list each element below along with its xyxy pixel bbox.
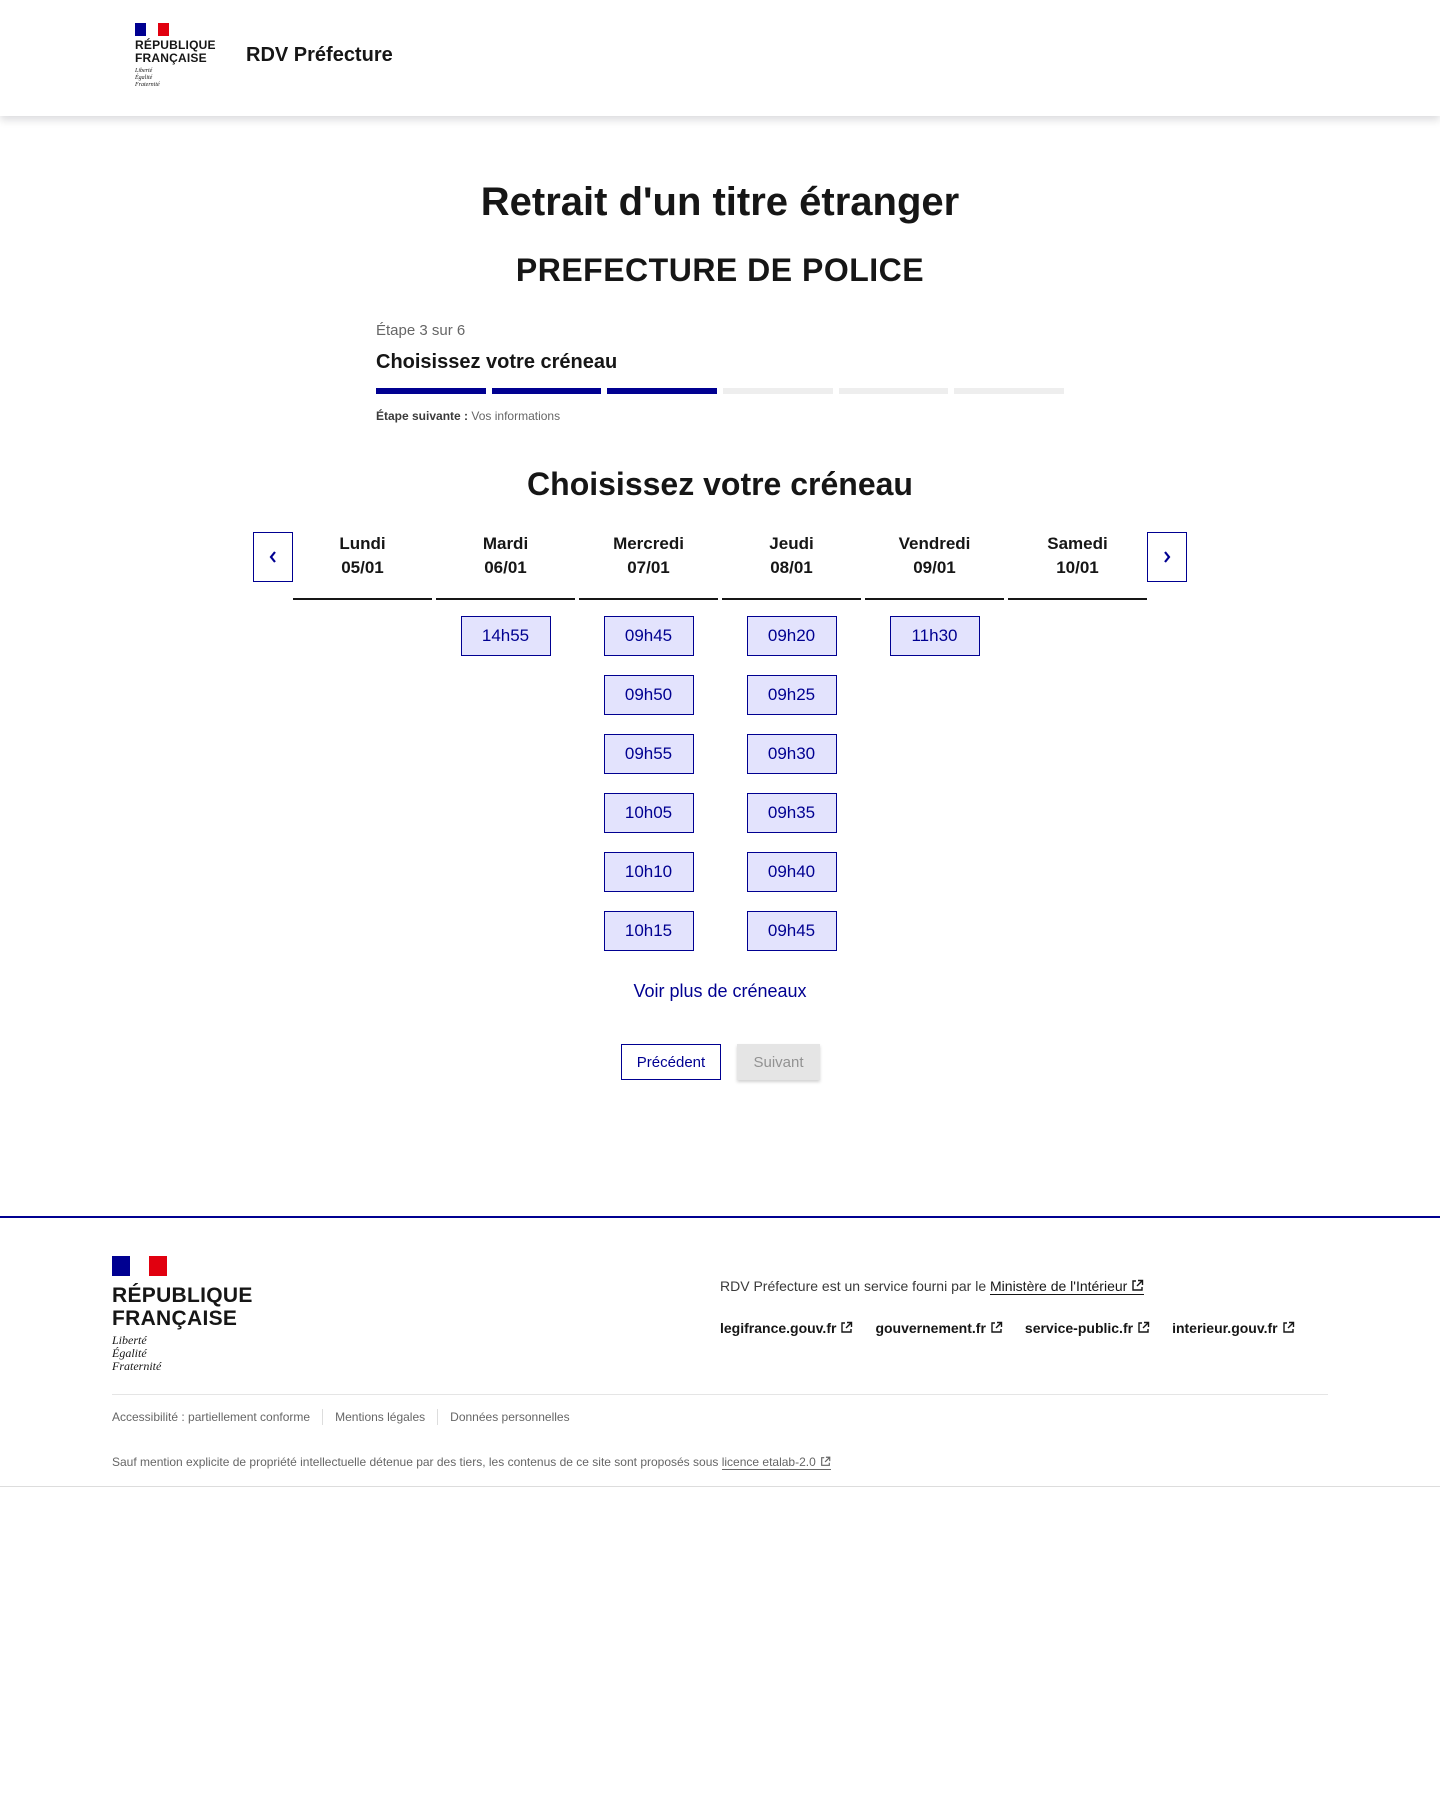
day-column xyxy=(436,532,575,675)
footer-external-link[interactable]: interieur.gouv.fr xyxy=(1172,1320,1295,1336)
footer-logo-text: RÉPUBLIQUE FRANÇAISE xyxy=(112,1284,253,1330)
previous-week-button[interactable] xyxy=(253,532,293,582)
day-name: Samedi xyxy=(1047,534,1108,553)
time-slot-button[interactable]: 09h40 xyxy=(747,852,837,892)
step-progress-bars xyxy=(376,388,1064,394)
footer-logo-motto: Liberté Égalité Fraternité xyxy=(112,1333,162,1373)
step-bar xyxy=(954,388,1064,394)
slot-list xyxy=(579,616,718,970)
time-slot-button[interactable]: 09h50 xyxy=(604,675,694,715)
chevron-right-icon xyxy=(1162,550,1172,564)
day-date: 06/01 xyxy=(484,558,527,577)
slot-list xyxy=(436,616,575,675)
day-column xyxy=(865,532,1004,675)
time-slot-button[interactable]: 09h20 xyxy=(747,616,837,656)
next-week-button[interactable] xyxy=(1147,532,1187,582)
time-slot-button[interactable]: 09h45 xyxy=(604,616,694,656)
day-header xyxy=(436,532,575,600)
footer-external-link[interactable]: gouvernement.fr xyxy=(875,1320,1002,1336)
license-link[interactable]: licence etalab-2.0 xyxy=(722,1455,831,1470)
day-column xyxy=(579,532,718,970)
time-slot-button[interactable]: 10h05 xyxy=(604,793,694,833)
time-slot-button[interactable]: 09h30 xyxy=(747,734,837,774)
time-slot-button[interactable]: 09h35 xyxy=(747,793,837,833)
previous-button[interactable]: Précédent xyxy=(621,1044,721,1080)
day-header xyxy=(722,532,861,600)
site-name[interactable]: RDV Préfecture xyxy=(246,44,393,66)
next-button[interactable]: Suivant xyxy=(737,1044,820,1080)
day-date: 07/01 xyxy=(627,558,670,577)
step-next-value: Vos informations xyxy=(471,409,561,423)
footer-external-link[interactable]: legifrance.gouv.fr xyxy=(720,1320,853,1336)
day-date: 10/01 xyxy=(1056,558,1099,577)
site-footer xyxy=(0,1216,1440,1487)
day-column xyxy=(293,532,432,616)
slot-list xyxy=(865,616,1004,675)
step-next xyxy=(376,409,1064,423)
footer-bottom-link[interactable]: Données personnelles xyxy=(437,1409,581,1425)
slot-list xyxy=(722,616,861,970)
footer-divider xyxy=(112,1394,1328,1395)
time-slot-button[interactable]: 10h15 xyxy=(604,911,694,951)
republique-francaise-logo[interactable] xyxy=(135,23,215,89)
step-bar xyxy=(723,388,833,394)
step-bar xyxy=(607,388,717,394)
logo-text: RÉPUBLIQUE FRANÇAISE xyxy=(135,38,216,65)
step-count: Étape 3 sur 6 xyxy=(376,322,466,339)
day-header xyxy=(579,532,718,600)
step-bar xyxy=(839,388,949,394)
day-name: Jeudi xyxy=(769,534,814,553)
time-slot-button[interactable]: 09h55 xyxy=(604,734,694,774)
page-subtitle: PREFECTURE DE POLICE xyxy=(515,252,925,288)
day-header xyxy=(865,532,1004,600)
external-link-icon xyxy=(820,1456,831,1467)
step-title: Choisissez votre créneau xyxy=(376,351,618,373)
footer-bottom-link[interactable]: Accessibilité : partiellement conforme xyxy=(112,1410,311,1424)
section-title: Choisissez votre créneau xyxy=(527,466,913,502)
day-name: Mercredi xyxy=(613,534,684,553)
logo-motto: Liberté Égalité Fraternité xyxy=(135,68,160,88)
day-header xyxy=(1008,532,1147,600)
ministere-link[interactable]: Ministère de l'Intérieur xyxy=(990,1278,1144,1295)
marianne-flag-icon xyxy=(135,23,169,36)
time-slot-button[interactable]: 09h45 xyxy=(747,911,837,951)
footer-links xyxy=(720,1320,1295,1336)
footer-bottom-link[interactable]: Mentions légales xyxy=(322,1409,437,1425)
stepper xyxy=(376,322,1064,423)
footer-bottom-links xyxy=(112,1409,582,1425)
day-header xyxy=(293,532,432,600)
footer-republique-francaise-logo[interactable] xyxy=(112,1256,253,1373)
day-column xyxy=(1008,532,1147,616)
chevron-left-icon xyxy=(268,550,278,564)
footer-external-link[interactable]: service-public.fr xyxy=(1025,1320,1150,1336)
time-slot-button[interactable]: 14h55 xyxy=(461,616,551,656)
external-link-icon xyxy=(1131,1279,1144,1292)
day-name: Vendredi xyxy=(898,534,971,553)
day-column xyxy=(722,532,861,970)
step-bar xyxy=(492,388,602,394)
day-date: 08/01 xyxy=(770,558,813,577)
day-date: 09/01 xyxy=(913,558,956,577)
time-slot-button[interactable]: 09h25 xyxy=(747,675,837,715)
time-slot-button[interactable]: 10h10 xyxy=(604,852,694,892)
day-name: Mardi xyxy=(482,534,529,553)
footer-description: RDV Préfecture est un service fourni par le Ministère de l'Intérieur xyxy=(720,1278,1144,1294)
external-link-icon xyxy=(840,1321,853,1334)
step-next-label: Étape suivante : xyxy=(376,409,469,423)
day-date: 05/01 xyxy=(341,558,384,577)
external-link-icon xyxy=(1137,1321,1150,1334)
external-link-icon xyxy=(990,1321,1003,1334)
time-slot-button[interactable]: 11h30 xyxy=(890,616,980,656)
page-title: Retrait d'un titre étranger xyxy=(480,180,960,224)
external-link-icon xyxy=(1282,1321,1295,1334)
site-header xyxy=(0,0,1440,116)
footer-marianne-flag-icon xyxy=(112,1256,167,1276)
more-slots-link[interactable]: Voir plus de créneaux xyxy=(633,981,807,1001)
footer-license: Sauf mention explicite de propriété intellectuelle détenue par des tiers, les contenus de ce site sont proposés sous licence etalab-2.0 xyxy=(112,1455,831,1469)
step-bar xyxy=(376,388,486,394)
day-name: Lundi xyxy=(339,534,386,553)
